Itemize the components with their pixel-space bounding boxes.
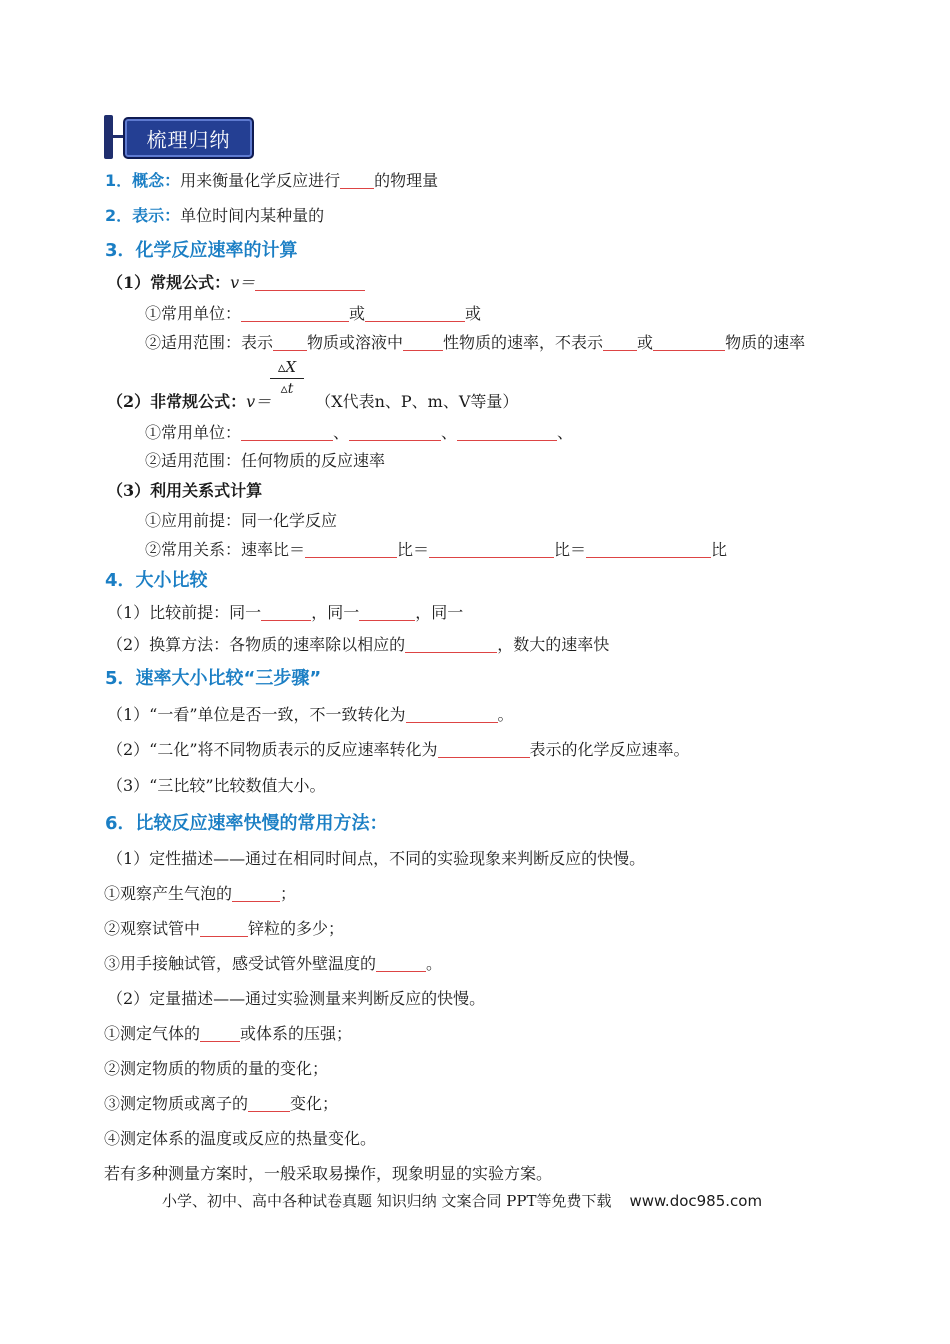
blank[interactable] xyxy=(200,918,248,937)
step-2-line xyxy=(107,737,690,760)
relation-text: 比 xyxy=(711,540,728,559)
concept-text-b: 的物理量 xyxy=(374,171,439,190)
compare-text: （1）比较前提：同一 xyxy=(107,603,262,622)
unit-label: ①常用单位： xyxy=(145,304,242,323)
blank[interactable] xyxy=(232,883,280,902)
item-text: ①观察产生气泡的 xyxy=(104,884,233,903)
conversion-line xyxy=(107,632,609,655)
relation-text: 比＝ xyxy=(554,540,587,559)
or-text: 或 xyxy=(349,304,366,323)
concept-text-a: 用来衡量化学反应进行 xyxy=(180,171,341,190)
irregular-formula: v＝ xyxy=(246,392,272,411)
qualitative-heading: （1）定性描述——通过在相同时间点，不同的实验现象来判断反应的快慢。 xyxy=(107,849,646,868)
step-text: 。 xyxy=(497,705,514,724)
regular-formula-label: （1）常规公式： xyxy=(107,273,231,292)
item-text: 锌粒的多少； xyxy=(248,919,345,938)
qualitative-item-2 xyxy=(104,916,344,939)
blank[interactable] xyxy=(438,739,530,758)
item-text: ③测定物质或离子的 xyxy=(104,1094,249,1113)
blank[interactable] xyxy=(349,422,441,441)
section-banner xyxy=(104,115,254,159)
conversion-text: （2）换算方法：各物质的速率除以相应的 xyxy=(107,635,406,654)
qualitative-item-1 xyxy=(104,881,296,904)
section-6-heading: 6．比较反应速率快慢的常用方法： xyxy=(105,813,388,834)
footer-text: 小学、初中、高中各种试卷真题 知识归纳 文案合同 PPT等免费下载 xyxy=(162,1192,612,1210)
quantitative-item-1 xyxy=(104,1021,352,1044)
relation-text: 比＝ xyxy=(397,540,430,559)
regular-unit-line xyxy=(145,301,481,324)
step-text: 表示的化学反应速率。 xyxy=(529,740,690,759)
relation-heading: （3）利用关系式计算 xyxy=(107,481,263,500)
unit-label: ①常用单位： xyxy=(145,423,242,442)
section-3-heading: 3．化学反应速率的计算 xyxy=(105,240,298,261)
footer xyxy=(162,1190,762,1211)
concept-label: 概念： xyxy=(132,171,181,190)
separator: 、 xyxy=(441,423,458,442)
or-text: 或 xyxy=(465,304,482,323)
scope-text: 或 xyxy=(637,333,654,352)
scope-text: ②适用范围：表示 xyxy=(145,333,274,352)
relation-premise: ①应用前提：同一化学反应 xyxy=(145,511,338,530)
blank[interactable] xyxy=(603,332,637,351)
separator: 、 xyxy=(557,423,574,442)
formula-note: （X代表n、P、m、V等量） xyxy=(315,392,519,411)
quantitative-heading: （2）定量描述——通过实验测量来判断反应的快慢。 xyxy=(107,989,486,1008)
representation-text: 单位时间内某种量的 xyxy=(180,206,325,225)
blank[interactable] xyxy=(248,1093,290,1112)
blank[interactable] xyxy=(273,332,307,351)
section-4-heading: 4．大小比较 xyxy=(105,570,208,591)
quantitative-item-2: ②测定物质的物质的量的变化； xyxy=(104,1059,329,1078)
blank[interactable] xyxy=(255,272,365,291)
blank[interactable] xyxy=(359,602,415,621)
step-text: （2）“二化”将不同物质表示的反应速率转化为 xyxy=(107,740,438,759)
regular-formula: v＝ xyxy=(230,273,256,292)
section-5-heading: 5．速率大小比较“三步骤” xyxy=(105,668,322,689)
qualitative-item-3 xyxy=(104,951,442,974)
item-text: 变化； xyxy=(290,1094,339,1113)
compare-text: ，同一 xyxy=(311,603,360,622)
irregular-formula-line xyxy=(107,389,518,412)
blank[interactable] xyxy=(241,422,333,441)
blank[interactable] xyxy=(261,602,311,621)
fraction-bar xyxy=(270,378,304,379)
blank[interactable] xyxy=(340,170,374,189)
relation-text: ②常用关系：速率比＝ xyxy=(145,540,306,559)
step-1-line xyxy=(107,702,514,725)
blank[interactable] xyxy=(403,332,443,351)
blank[interactable] xyxy=(376,953,426,972)
blank[interactable] xyxy=(200,1023,240,1042)
blank[interactable] xyxy=(457,422,557,441)
closing-note: 若有多种测量方案时，一般采取易操作，现象明显的实验方案。 xyxy=(104,1164,553,1183)
blank[interactable] xyxy=(241,303,349,322)
item-text: ②观察试管中 xyxy=(104,919,201,938)
irregular-unit-line xyxy=(145,420,573,443)
compare-premise-line xyxy=(107,600,463,623)
quantitative-item-3 xyxy=(104,1091,338,1114)
blank[interactable] xyxy=(429,539,554,558)
representation-label: 表示： xyxy=(132,206,181,225)
banner-connector xyxy=(113,135,123,138)
banner-title: 梳理归纳 xyxy=(123,117,254,159)
step-3-line: （3）“三比较”比较数值大小。 xyxy=(107,776,326,795)
fraction-numerator: ▵X xyxy=(277,358,297,376)
item-text: 。 xyxy=(426,954,443,973)
separator: 、 xyxy=(333,423,350,442)
scope-text: 性物质的速率，不表示 xyxy=(443,333,604,352)
relation-line xyxy=(145,537,727,560)
scope-text: 物质或溶液中 xyxy=(307,333,404,352)
scope-text: 物质的速率 xyxy=(725,333,806,352)
regular-formula-line xyxy=(107,270,365,293)
quantitative-item-4: ④测定体系的温度或反应的热量变化。 xyxy=(104,1129,377,1148)
compare-text: ，同一 xyxy=(415,603,464,622)
blank[interactable] xyxy=(586,539,711,558)
irregular-scope-line: ②适用范围：任何物质的反应速率 xyxy=(145,451,386,470)
footer-url[interactable]: www.doc985.com xyxy=(629,1192,763,1210)
blank[interactable] xyxy=(305,539,397,558)
representation-line xyxy=(105,203,324,226)
fraction-denominator: ▵t xyxy=(280,381,294,397)
representation-num: 2． xyxy=(105,206,133,225)
blank[interactable] xyxy=(365,303,465,322)
banner-bar xyxy=(104,115,113,159)
regular-scope-line xyxy=(145,330,805,353)
blank[interactable] xyxy=(405,634,497,653)
blank[interactable] xyxy=(653,332,725,351)
concept-line xyxy=(105,168,438,191)
concept-num: 1． xyxy=(105,171,133,190)
irregular-formula-label: （2）非常规公式： xyxy=(107,392,247,411)
step-text: （1）“一看”单位是否一致，不一致转化为 xyxy=(107,705,406,724)
blank[interactable] xyxy=(406,704,498,723)
item-text: ； xyxy=(280,884,297,903)
item-text: 或体系的压强； xyxy=(240,1024,353,1043)
conversion-text: ，数大的速率快 xyxy=(497,635,610,654)
item-text: ①测定气体的 xyxy=(104,1024,201,1043)
item-text: ③用手接触试管，感受试管外壁温度的 xyxy=(104,954,377,973)
